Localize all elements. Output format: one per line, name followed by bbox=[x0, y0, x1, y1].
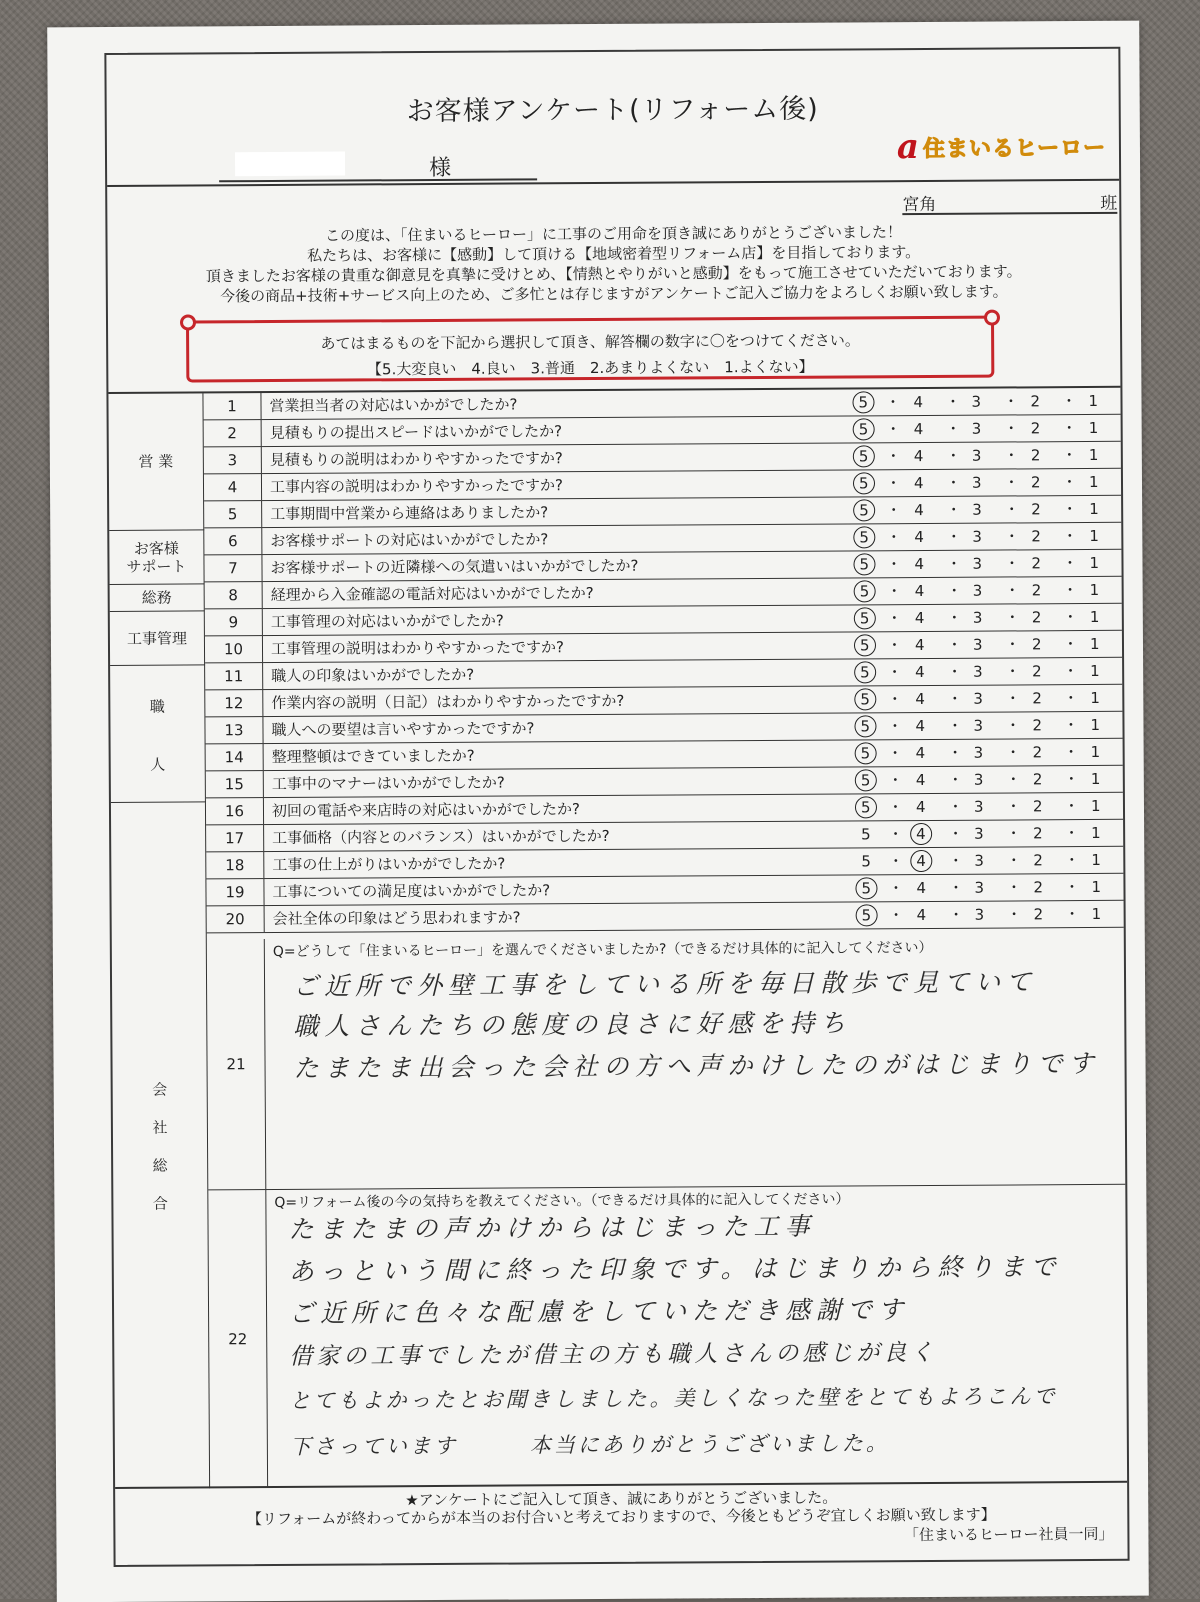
question-number: 12 bbox=[205, 690, 263, 716]
scale-separator: ・ bbox=[948, 878, 964, 897]
scale-separator: ・ bbox=[945, 446, 961, 465]
rating-option-1[interactable]: 1 bbox=[1089, 607, 1100, 626]
question-text: 工事価格（内容とのバランス）はいかがでしたか? bbox=[272, 826, 610, 847]
question-number: 5 bbox=[204, 501, 262, 527]
rating-option-3[interactable]: 3 bbox=[971, 446, 982, 465]
rating-option-2[interactable]: 2 bbox=[1031, 500, 1041, 519]
rating-option-4[interactable]: 4 bbox=[915, 770, 926, 790]
scale-separator: ・ bbox=[1006, 851, 1022, 870]
scale-separator: ・ bbox=[1003, 392, 1019, 411]
scale-separator: ・ bbox=[1004, 554, 1020, 573]
customer-suffix: 様 bbox=[428, 155, 452, 182]
rating-option-2[interactable]: 2 bbox=[1031, 581, 1042, 600]
logo-mark: a bbox=[896, 127, 920, 168]
rating-option-3[interactable]: 3 bbox=[973, 662, 983, 681]
rating-option-2[interactable]: 2 bbox=[1033, 905, 1044, 924]
scale-separator: ・ bbox=[885, 474, 902, 493]
scale-separator: ・ bbox=[1063, 716, 1079, 735]
question-text: 工事管理の対応はいかがでしたか? bbox=[270, 611, 504, 631]
scale-separator: ・ bbox=[887, 798, 904, 817]
scale-separator: ・ bbox=[1004, 581, 1020, 600]
scale-separator: ・ bbox=[885, 447, 901, 466]
rating-option-3[interactable]: 3 bbox=[974, 851, 984, 870]
category-label: 総 bbox=[152, 1156, 168, 1175]
scale-separator: ・ bbox=[1064, 878, 1080, 897]
category-construction-management bbox=[110, 611, 205, 666]
rating-option-1[interactable]: 1 bbox=[1091, 904, 1102, 923]
rating-option-4[interactable]: 4 bbox=[916, 905, 927, 925]
scale-separator: ・ bbox=[1062, 581, 1078, 600]
intro-line: 今後の商品+技術+サービス向上のため、ご多忙とは存じますがアンケートご記入ご協力をよろしくお願い致します。 bbox=[220, 282, 1008, 306]
rating-option-1[interactable]: 1 bbox=[1089, 499, 1099, 518]
rating-option-5[interactable]: 5 bbox=[858, 447, 869, 466]
scale-separator: ・ bbox=[1005, 716, 1021, 735]
question-number: 6 bbox=[204, 528, 262, 554]
scale-separator: ・ bbox=[1003, 473, 1020, 492]
question-text: 工事中のマナーはいかがでしたか? bbox=[271, 773, 505, 793]
rating-option-1[interactable]: 1 bbox=[1089, 526, 1099, 545]
scale-separator: ・ bbox=[947, 770, 963, 789]
rating-option-5[interactable]: 5 bbox=[859, 501, 869, 520]
question-number: 21 bbox=[207, 939, 267, 1189]
selected-rating-circle bbox=[853, 418, 875, 440]
rating-option-1[interactable]: 1 bbox=[1088, 418, 1099, 437]
question-text: 整理整頓はできていましたか? bbox=[271, 746, 475, 766]
question-number: 18 bbox=[206, 852, 264, 878]
scale-separator: ・ bbox=[885, 393, 901, 412]
rating-option-2[interactable]: 2 bbox=[1032, 662, 1042, 681]
question-number: 19 bbox=[206, 879, 264, 905]
question-text: 営業担当者の対応はいかがでしたか? bbox=[269, 395, 518, 415]
scale-separator: ・ bbox=[887, 771, 903, 790]
rating-option-5[interactable]: 5 bbox=[860, 663, 870, 682]
handwritten-answer: たまたま出会った会社の方へ声かけしたのがはじまりです bbox=[293, 1048, 1100, 1083]
rating-option-2[interactable]: 2 bbox=[1032, 770, 1043, 789]
scale-separator: ・ bbox=[1062, 500, 1078, 519]
scale-separator: ・ bbox=[888, 852, 904, 871]
instruction-banner bbox=[186, 316, 994, 383]
rating-option-3[interactable]: 3 bbox=[974, 905, 985, 924]
question-21 bbox=[207, 934, 1126, 1191]
category-label: お客様 サポート bbox=[126, 539, 187, 576]
rating-option-5[interactable]: 5 bbox=[861, 906, 872, 925]
handwritten-answer: ご近所で外壁工事をしている所を毎日散歩で見ていて bbox=[292, 967, 1038, 1001]
rating-option-3[interactable]: 3 bbox=[972, 554, 983, 573]
category-label: 営 業 bbox=[138, 452, 174, 471]
question-number: 15 bbox=[206, 771, 264, 797]
rating-option-4[interactable]: 4 bbox=[913, 474, 924, 493]
scale-separator: ・ bbox=[888, 879, 904, 898]
scale-separator: ・ bbox=[1006, 824, 1022, 843]
scale-separator: ・ bbox=[1003, 446, 1019, 465]
question-number: 17 bbox=[206, 825, 264, 851]
question-row bbox=[207, 901, 1124, 934]
question-text: Q=リフォーム後の今の気持ちを教えてください。（できるだけ具体的に記入してください） bbox=[274, 1191, 850, 1211]
question-number: 3 bbox=[204, 447, 262, 473]
rating-option-1[interactable]: 1 bbox=[1089, 553, 1100, 572]
rating-option-1[interactable]: 1 bbox=[1090, 715, 1101, 734]
rating-option-2[interactable]: 2 bbox=[1032, 797, 1043, 816]
question-text: Q=どうして「住まいるヒーロー」を選んでくださいましたか?（できるだけ具体的に記入してください） bbox=[272, 939, 933, 960]
scale-separator: ・ bbox=[945, 392, 961, 411]
rating-option-3[interactable]: 3 bbox=[973, 770, 984, 789]
scale-separator: ・ bbox=[887, 663, 903, 682]
question-number: 20 bbox=[207, 906, 265, 932]
rating-option-2[interactable]: 2 bbox=[1030, 446, 1041, 465]
scale-separator: ・ bbox=[886, 555, 902, 574]
rating-option-5[interactable]: 5 bbox=[860, 744, 871, 763]
intro-text bbox=[107, 221, 1119, 307]
rating-option-4[interactable]: 4 bbox=[914, 609, 925, 628]
scale-separator: ・ bbox=[1061, 473, 1078, 492]
scale-separator: ・ bbox=[888, 906, 904, 925]
intro-line: 私たちは、お客様に【感動】して頂ける【地域密着型リフォーム店】を目指しております。 bbox=[307, 243, 921, 265]
rating-option-5[interactable]: 5 bbox=[859, 636, 870, 655]
scale-separator: ・ bbox=[1062, 608, 1078, 627]
rating-option-3[interactable]: 3 bbox=[972, 608, 983, 627]
selected-rating-circle bbox=[853, 499, 875, 521]
scale-separator: ・ bbox=[886, 636, 903, 655]
rating-option-4[interactable]: 4 bbox=[915, 717, 926, 736]
category-label: 人 bbox=[150, 755, 166, 774]
rating-option-5[interactable]: 5 bbox=[859, 582, 870, 601]
scale-separator: ・ bbox=[1006, 878, 1022, 897]
rating-option-5[interactable]: 5 bbox=[860, 771, 871, 790]
question-text: 工事の仕上がりはいかがでしたか? bbox=[272, 854, 506, 874]
scale-separator: ・ bbox=[1063, 743, 1079, 762]
selected-rating-circle bbox=[855, 796, 877, 818]
instruction-line: あてはまるものを下記から選択して頂き、解答欄の数字に〇をつけてください。 bbox=[320, 331, 860, 353]
question-number: 8 bbox=[205, 582, 263, 608]
question-text: 工事期間中営業から連絡はありましたか? bbox=[270, 503, 549, 523]
rating-option-2[interactable]: 2 bbox=[1031, 635, 1042, 654]
rating-option-3[interactable]: 3 bbox=[973, 743, 984, 762]
rating-option-4[interactable]: 4 bbox=[916, 824, 926, 844]
scale-separator: ・ bbox=[1063, 797, 1080, 816]
team-name: 宮角 bbox=[902, 194, 937, 216]
question-22 bbox=[208, 1185, 1127, 1489]
rating-option-5[interactable]: 5 bbox=[858, 393, 869, 412]
rating-option-5[interactable]: 5 bbox=[859, 555, 870, 574]
scale-separator: ・ bbox=[1064, 851, 1080, 870]
scale-separator: ・ bbox=[1005, 662, 1021, 681]
survey-frame bbox=[104, 47, 1129, 1567]
question-number: 4 bbox=[204, 474, 262, 500]
rating-option-3[interactable]: 3 bbox=[973, 716, 984, 735]
scale-separator: ・ bbox=[946, 500, 962, 519]
rating-option-3[interactable]: 3 bbox=[971, 392, 982, 411]
footer-thanks: ★アンケートにご記入して頂き、誠にありがとうございました。 bbox=[405, 1488, 838, 1510]
scale-separator: ・ bbox=[885, 420, 901, 439]
scale-separator: ・ bbox=[1004, 608, 1020, 627]
selected-rating-circle bbox=[856, 904, 878, 926]
question-text: 初回の電話や来店時の対応はいかがでしたか? bbox=[271, 800, 581, 820]
intro-line: この度は、「住まいるヒーロー」に工事のご用命を頂き誠にありがとうございました！ bbox=[324, 223, 902, 245]
page-title: お客様アンケート(リフォーム後) bbox=[406, 93, 819, 128]
question-text: 工事内容の説明はわかりやすかったですか? bbox=[269, 476, 564, 496]
rating-option-3[interactable]: 3 bbox=[974, 878, 985, 897]
scale-separator: ・ bbox=[946, 581, 962, 600]
rating-option-1[interactable]: 1 bbox=[1090, 796, 1101, 815]
logo-text: 住まいるヒーロー bbox=[922, 135, 1107, 162]
selected-rating-circle bbox=[854, 715, 876, 737]
scale-separator: ・ bbox=[887, 744, 903, 763]
scale-separator: ・ bbox=[948, 851, 964, 870]
rating-option-3[interactable]: 3 bbox=[973, 797, 984, 816]
rating-option-2[interactable]: 2 bbox=[1032, 689, 1042, 708]
rating-option-5[interactable]: 5 bbox=[859, 528, 869, 547]
rating-option-2[interactable]: 2 bbox=[1030, 419, 1041, 438]
category-label: 職 bbox=[149, 697, 165, 716]
handwritten-answer: あっという間に終った印象です。はじまりから終りまで bbox=[288, 1252, 1062, 1286]
rating-option-5[interactable]: 5 bbox=[858, 420, 869, 439]
redacted-customer-name bbox=[235, 152, 345, 177]
footer-signature: 「住まいるヒーロー社員一同」 bbox=[903, 1524, 1114, 1545]
question-text: 見積もりの提出スピードはいかがでしたか? bbox=[269, 422, 563, 442]
scale-separator: ・ bbox=[1005, 743, 1021, 762]
selected-rating-circle bbox=[854, 634, 876, 656]
question-number: 14 bbox=[206, 744, 264, 770]
selected-rating-circle bbox=[854, 580, 876, 602]
selected-rating-circle bbox=[910, 850, 932, 872]
category-sales bbox=[108, 393, 204, 531]
rating-option-3[interactable]: 3 bbox=[972, 527, 982, 546]
rating-option-2[interactable]: 2 bbox=[1031, 527, 1041, 546]
category-company-overall bbox=[111, 802, 210, 1489]
scale-separator: ・ bbox=[887, 717, 903, 736]
rating-option-3[interactable]: 3 bbox=[973, 689, 983, 708]
scale-separator: ・ bbox=[1064, 905, 1080, 924]
rating-option-4[interactable]: 4 bbox=[914, 582, 925, 601]
question-text: 職人への要望は言いやすかったですか? bbox=[271, 719, 535, 739]
rating-option-1[interactable]: 1 bbox=[1089, 634, 1100, 653]
scale-separator: ・ bbox=[1004, 500, 1020, 519]
scale-separator: ・ bbox=[1061, 419, 1077, 438]
scale-separator: ・ bbox=[945, 473, 962, 492]
rating-option-4[interactable]: 4 bbox=[913, 420, 924, 439]
scale-separator: ・ bbox=[947, 716, 963, 735]
selected-rating-circle bbox=[854, 607, 876, 629]
rating-option-2[interactable]: 2 bbox=[1033, 824, 1043, 843]
rating-option-4[interactable]: 4 bbox=[916, 851, 926, 871]
rating-option-2[interactable]: 2 bbox=[1032, 716, 1043, 735]
selected-rating-circle bbox=[855, 877, 877, 899]
handwritten-answer: ご近所に色々な配慮をしていただき感謝です bbox=[288, 1295, 910, 1328]
scale-separator: ・ bbox=[1061, 392, 1077, 411]
rating-scale bbox=[858, 388, 1118, 412]
handwritten-answer: とてもよかったとお聞きしました。美しくなった壁をとてもよろこんで bbox=[289, 1384, 1058, 1413]
scale-separator: ・ bbox=[946, 554, 962, 573]
question-text: 経理から入金確認の電話対応はいかがでしたか? bbox=[270, 584, 594, 604]
company-logo bbox=[896, 127, 1107, 168]
rating-option-4[interactable]: 4 bbox=[914, 555, 925, 574]
scale-separator: ・ bbox=[1064, 824, 1080, 843]
scale-separator: ・ bbox=[1063, 770, 1079, 789]
rating-option-5[interactable]: 5 bbox=[859, 609, 870, 628]
scale-separator: ・ bbox=[1005, 770, 1021, 789]
scale-separator: ・ bbox=[1063, 689, 1079, 708]
rating-option-3[interactable]: 3 bbox=[972, 500, 982, 519]
scale-separator: ・ bbox=[1004, 527, 1020, 546]
rating-option-3[interactable]: 3 bbox=[974, 824, 984, 843]
selected-rating-circle bbox=[854, 688, 876, 710]
scale-separator: ・ bbox=[946, 635, 963, 654]
rating-option-4[interactable]: 4 bbox=[914, 636, 925, 655]
rating-option-5[interactable]: 5 bbox=[861, 852, 871, 871]
rating-option-4[interactable]: 4 bbox=[913, 447, 924, 466]
footer-message: 【リフォームが終わってからが本当のお付合いと考えておりますので、今後ともどうぞ宜しくお願い致します】 bbox=[246, 1505, 996, 1529]
rating-option-5[interactable]: 5 bbox=[860, 798, 871, 817]
rating-option-4[interactable]: 4 bbox=[915, 690, 925, 709]
team-suffix: 班 bbox=[1100, 193, 1118, 214]
question-text: お客様サポートの近隣様への気遣いはいかがでしたか? bbox=[270, 556, 639, 577]
handwritten-answer: 借家の工事でしたが借主の方も職人さんの感じが良く bbox=[289, 1339, 938, 1370]
rating-option-5[interactable]: 5 bbox=[861, 825, 871, 844]
rating-option-1[interactable]: 1 bbox=[1088, 391, 1099, 410]
rating-option-3[interactable]: 3 bbox=[971, 473, 982, 492]
rating-option-4[interactable]: 4 bbox=[915, 663, 925, 682]
scale-separator: ・ bbox=[1005, 797, 1022, 816]
rating-option-5[interactable]: 5 bbox=[861, 879, 872, 898]
category-label: 合 bbox=[152, 1194, 168, 1213]
question-number: 2 bbox=[204, 420, 262, 446]
handwritten-answer: たまたまの声かけからはじまった工事 bbox=[288, 1211, 816, 1244]
scale-separator: ・ bbox=[947, 743, 963, 762]
scale-separator: ・ bbox=[886, 501, 902, 520]
rating-option-4[interactable]: 4 bbox=[914, 528, 924, 547]
selected-rating-circle bbox=[855, 769, 877, 791]
rating-table bbox=[108, 386, 1127, 1489]
question-number: 16 bbox=[206, 798, 264, 824]
scale-separator: ・ bbox=[947, 797, 964, 816]
scale-separator: ・ bbox=[947, 689, 963, 708]
rating-option-4[interactable]: 4 bbox=[913, 393, 924, 412]
question-number: 9 bbox=[205, 609, 263, 635]
rating-option-5[interactable]: 5 bbox=[860, 690, 870, 709]
category-support bbox=[109, 530, 204, 585]
scale-separator: ・ bbox=[1062, 527, 1078, 546]
selected-rating-circle bbox=[855, 742, 877, 764]
handwritten-answer: 職人さんたちの態度の良さに好感を持ち bbox=[293, 1008, 852, 1041]
scale-separator: ・ bbox=[946, 608, 962, 627]
scale-separator: ・ bbox=[886, 582, 902, 601]
rating-option-1[interactable]: 1 bbox=[1090, 742, 1101, 761]
rating-option-5[interactable]: 5 bbox=[858, 474, 869, 493]
rating-option-2[interactable]: 2 bbox=[1031, 554, 1042, 573]
question-text: 会社全体の印象はどう思われますか? bbox=[272, 908, 521, 928]
question-text: 作業内容の説明（日記）はわかりやすかったですか? bbox=[271, 691, 625, 712]
question-number: 13 bbox=[205, 717, 263, 743]
category-label: 工事管理 bbox=[126, 629, 187, 648]
selected-rating-circle bbox=[853, 526, 875, 548]
category-general-affairs bbox=[110, 584, 205, 612]
scale-separator: ・ bbox=[1063, 662, 1079, 681]
rating-option-1[interactable]: 1 bbox=[1091, 877, 1102, 896]
scale-separator: ・ bbox=[1003, 419, 1019, 438]
question-text: 工事管理の説明はわかりやすかったですか? bbox=[270, 638, 565, 658]
selected-rating-circle bbox=[853, 553, 875, 575]
scale-separator: ・ bbox=[886, 528, 902, 547]
rating-option-1[interactable]: 1 bbox=[1091, 850, 1101, 869]
category-label: 総務 bbox=[141, 588, 172, 607]
rating-option-2[interactable]: 2 bbox=[1033, 878, 1044, 897]
rating-option-2[interactable]: 2 bbox=[1030, 392, 1041, 411]
rating-option-1[interactable]: 1 bbox=[1090, 769, 1101, 788]
scale-separator: ・ bbox=[886, 609, 902, 628]
scale-separator: ・ bbox=[1061, 446, 1077, 465]
rating-option-4[interactable]: 4 bbox=[915, 797, 926, 817]
scale-separator: ・ bbox=[945, 419, 961, 438]
scale-separator: ・ bbox=[888, 825, 904, 844]
rating-option-5[interactable]: 5 bbox=[860, 717, 871, 736]
selected-rating-circle bbox=[854, 661, 876, 683]
scale-separator: ・ bbox=[1005, 689, 1021, 708]
handwritten-answer: 下さっています 本当にありがとうございました。 bbox=[289, 1431, 890, 1459]
intro-line: 頂きましたお客様の貴重な御意見を真摯に受けとめ、【情熱とやりがいと感動】をもって施工させていただいております。 bbox=[205, 262, 1022, 286]
question-number: 10 bbox=[205, 636, 263, 662]
rating-option-2[interactable]: 2 bbox=[1030, 473, 1041, 492]
question-number: 22 bbox=[208, 1190, 268, 1488]
question-number: 1 bbox=[203, 393, 261, 419]
team-underline bbox=[902, 212, 1117, 215]
category-label: 社 bbox=[152, 1118, 168, 1137]
rating-option-4[interactable]: 4 bbox=[915, 744, 926, 763]
rating-option-1[interactable]: 1 bbox=[1090, 688, 1100, 707]
rating-option-2[interactable]: 2 bbox=[1033, 851, 1043, 870]
scale-separator: ・ bbox=[887, 690, 903, 709]
question-text: お客様サポートの対応はいかがでしたか? bbox=[270, 530, 549, 550]
rating-option-4[interactable]: 4 bbox=[914, 501, 924, 520]
question-text: 工事についての満足度はいかがでしたか? bbox=[272, 881, 551, 901]
question-number: 7 bbox=[204, 555, 262, 581]
question-number: 11 bbox=[205, 663, 263, 689]
survey-sheet bbox=[47, 21, 1149, 1602]
rating-option-4[interactable]: 4 bbox=[916, 878, 927, 898]
scale-separator: ・ bbox=[948, 824, 964, 843]
scale-separator: ・ bbox=[1062, 635, 1079, 654]
rating-option-2[interactable]: 2 bbox=[1031, 608, 1042, 627]
scale-separator: ・ bbox=[1006, 905, 1022, 924]
selected-rating-circle bbox=[853, 472, 875, 494]
rating-option-3[interactable]: 3 bbox=[971, 419, 982, 438]
scale-separator: ・ bbox=[948, 905, 964, 924]
rating-option-1[interactable]: 1 bbox=[1091, 823, 1101, 842]
category-craftsmen bbox=[110, 665, 206, 803]
rating-option-1[interactable]: 1 bbox=[1088, 445, 1099, 464]
scale-separator: ・ bbox=[947, 662, 963, 681]
selected-rating-circle bbox=[852, 391, 874, 413]
selected-rating-circle bbox=[910, 823, 932, 845]
rating-option-3[interactable]: 3 bbox=[972, 581, 983, 600]
rating-option-3[interactable]: 3 bbox=[972, 635, 983, 654]
question-text: 職人の印象はいかがでしたか? bbox=[271, 665, 475, 685]
scale-legend: 【5.大変良い 4.良い 3.普通 2.あまりよくない 1.よくない】 bbox=[366, 357, 814, 379]
category-label: 会 bbox=[152, 1080, 168, 1099]
scale-separator: ・ bbox=[946, 527, 962, 546]
scale-separator: ・ bbox=[1062, 554, 1078, 573]
scale-separator: ・ bbox=[1004, 635, 1021, 654]
rating-option-1[interactable]: 1 bbox=[1090, 661, 1100, 680]
selected-rating-circle bbox=[853, 445, 875, 467]
question-text: 見積もりの説明はわかりやすかったですか? bbox=[269, 449, 563, 469]
rating-option-1[interactable]: 1 bbox=[1088, 472, 1099, 491]
rating-option-1[interactable]: 1 bbox=[1089, 580, 1100, 599]
rating-option-2[interactable]: 2 bbox=[1032, 743, 1043, 762]
